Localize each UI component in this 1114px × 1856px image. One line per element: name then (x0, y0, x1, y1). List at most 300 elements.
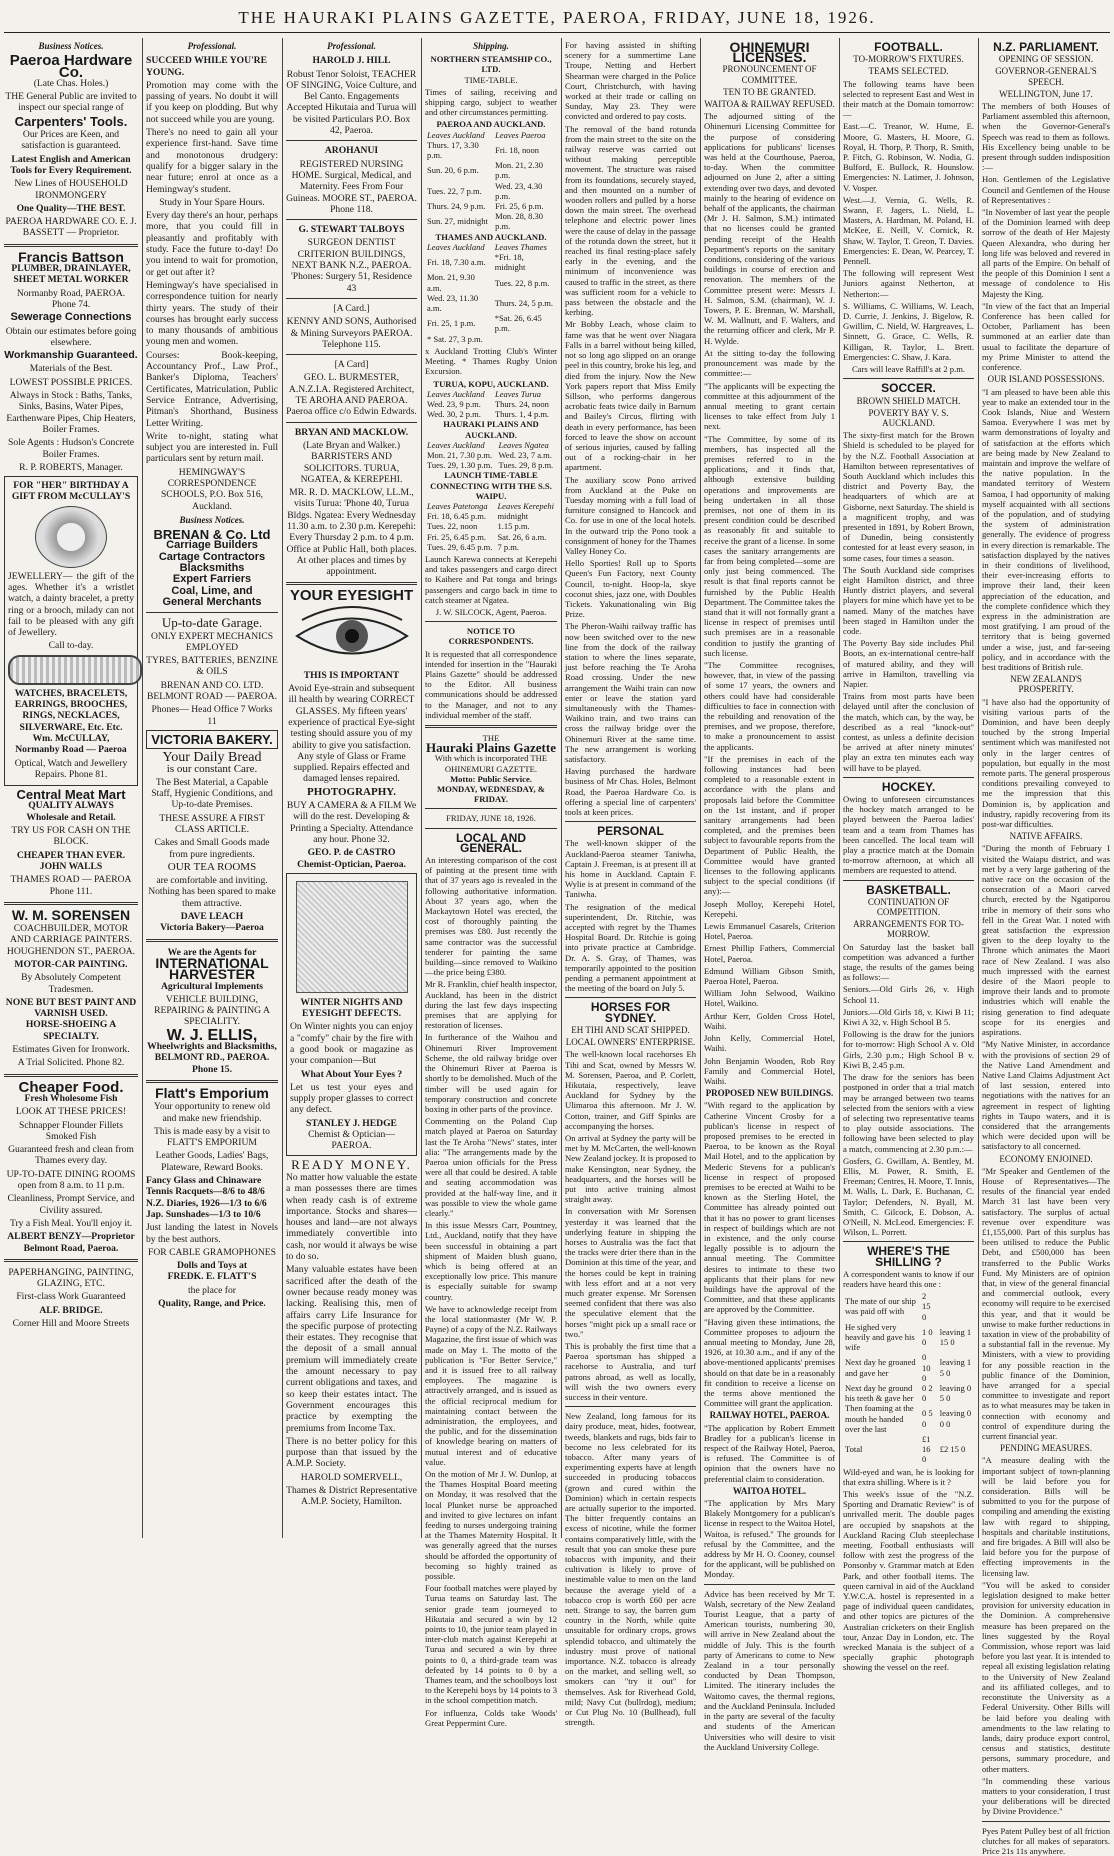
article-paragraph: At the sitting to-day the following pronouncement was made by the committee:— (704, 347, 835, 379)
article-paragraph: Wild-eyed and wan, he is looking for that extra shilling. Where is it ? (843, 1466, 974, 1487)
timetable-cell: 7 p.m. (497, 541, 519, 552)
divider (425, 621, 557, 622)
article-paragraph: Having purchased the hardware business of Mr Chas. Holes, Belmont Road, the Paeroa Hardware Co. is offering a special line of carpenters' tools at keen prices. (565, 766, 696, 818)
ad-text: There's no need to gain all your experience first-hand. Save time and monotonous drudgery: qualify for a bigger salary in the near future; enrol at once as a Hemingway's student. (146, 127, 278, 195)
route-title: PAEROA AND AUCKLAND. (436, 119, 546, 130)
timetable-header-row (425, 130, 557, 140)
timetable-cell: Thurs. 24, noon (494, 398, 549, 409)
divider (425, 725, 557, 728)
ad-text: First-class Work Guaranteed (16, 1291, 126, 1303)
ad-title: YOUR EYESIGHT (289, 587, 414, 605)
timetable-cell: Wed. 23, 9 p.m. (427, 398, 481, 409)
divider (286, 582, 417, 585)
ad-text: General Merchants (162, 595, 262, 608)
timetable-cell: Fri. 18, 6.45 p.m. (427, 511, 487, 522)
card-text: MR. R. D. MACKLOW, LL.M., visits Turua: 'Phone 40, Turua Bldgs. Ngatea: Every Wednesday 11.30 a.m. to 2.30 p.m. Kerepehi: Every Thursday 2 p.m. to 4 p.m. Office at Public Hall, both places. At other places and times by appointment. (286, 487, 417, 578)
puzzle-row (843, 1434, 974, 1465)
card-text: Robust Tenor Soloist, TEACHER OF SINGING, Voice Culture, and Bel Canto. Engagements Accepted Hikutaia and Turua will be visited Particulars P.O. Box 42, Paeroa. (286, 68, 417, 137)
ad-text: Agricultural Implements (160, 980, 264, 992)
article-paragraph: This is probably the first time that a Paeroa sportsman has shipped a racehorse to Australia, and turf patrons abroad, as well as locally, will wish the two owners every success in their venture. (565, 1340, 696, 1402)
nameplate: Hauraki Plains Gazette (426, 740, 556, 756)
divider (843, 1241, 974, 1242)
ad-text: Cakes and Small Goods made from pure ingredients. (154, 837, 270, 860)
puzzle-row (843, 1403, 974, 1434)
article-heading: N.Z. PARLIAMENT. (993, 40, 1099, 54)
ad-title: INTERNATIONAL HARVESTER (155, 954, 269, 983)
article-paragraph: In this issue Messrs Carr, Pountney, Ltd., Auckland, notify that they have been successful in obtaining a part shipment of Maiden blush guano, which is being offered at an exceptionally low price. This manure is especially suitable for swamp country. (425, 1220, 557, 1302)
section-label: Business Notices. (38, 41, 104, 51)
article-heading: HOCKEY. (881, 779, 936, 794)
ad-text: ONLY EXPERT MECHANICS EMPLOYED (150, 630, 274, 653)
ad-text: Normanby Road, PAEROA. Phone 74. (16, 287, 126, 310)
timetable-cell: Mon. 28, 8.30 p.m. (495, 211, 544, 232)
column-rule (700, 38, 701, 1538)
ad-text: THE General Public are invited to inspect our special range of (5, 91, 137, 114)
ad-text: Expert Farriers (172, 573, 252, 586)
card-text: GEO. L. BURMESTER, A.N.Z.I.A. Registered Architect, TE AROHA AND PAEROA. Paeroa office c/o Edwin Edwards. (286, 372, 417, 418)
article-paragraph: On Saturday last the basket ball competition was advanced a further stage, the results of the games being as follows:— (843, 941, 974, 983)
divider (146, 939, 278, 942)
puzzle-cell: He sighed very heavily and gave his wife (845, 1321, 915, 1353)
licensee-entry: Edmund William Gibson Smith, Paeroa Hotel, Paeroa. (704, 965, 835, 987)
shipping-note: Launch Karewa connects at Kerepehi and takes passengers and cargo direct to Kaihere and Pat tonga and brings passengers and cargo back in time to catch steamer at Ngatea. (425, 553, 557, 605)
divider (565, 997, 696, 998)
ad-text: Normanby Road — Paeroa (15, 744, 127, 756)
ad-text: We are the Agents for (167, 946, 257, 958)
article-paragraph: The Pheron-Waihi railway traffic has now been switched over to the new line from the dock of the railway station to where the lines separate, just before reaching the Te Aroha Road crossing. Under the new arrangement the Waihi train can now enter or leave the station yard simultaneously with the Thames-Waikino train, and two trains can cross the railway bridge over the Ohinemuri River at the same time. The new arrangement is working satisfactory. (565, 621, 696, 765)
divider (425, 828, 557, 829)
puzzle-cell: leaving 1 5 0 (939, 1357, 972, 1378)
ad-text: CHEAPER THAN EVER. (16, 849, 126, 861)
notice-title: NOTICE TO CORRESPONDENTS. (448, 626, 534, 647)
article-paragraph: The well-known skipper of the Auckland-Paeroa steamer Taniwha, Captain J. Freeman, is at present ill at his home in Auckland. Captain F. Wylie is at present in command of the Taniwha. (565, 838, 696, 900)
ad-text: Sole Agents : Hudson's Concrete Boiler Frames. (8, 437, 134, 460)
ad-text: COACHBUILDER, MOTOR AND CARRIAGE PAINTERS. HOUGHENDON ST., PAEROA. (6, 923, 136, 957)
puzzle-cell: 1 0 0 (922, 1326, 933, 1348)
ad-text: THAMES ROAD — PAEROA Phone 111. (10, 874, 132, 897)
article-subheading: EH TIHI AND SCAT SHIPPED. (571, 1024, 690, 1035)
card-label: [A Card] (334, 359, 369, 371)
card-text: SURGEON DENTIST CRITERION BUILDINGS, NEXT BANK N.Z., PAEROA. 'Phones: Surgery 51, Residence 43 (291, 237, 412, 294)
timetable-cell: Fri. 25, 6 p.m. (495, 201, 544, 212)
article-subheading: PRONOUNCEMENT OF COMMITTEE. (722, 64, 817, 85)
article-heading: LOCAL AND GENERAL. (456, 830, 526, 855)
ad-text: HEMINGWAY'S CORRESPONDENCE SCHOOLS, P.O. Box 516, Auckland. (160, 466, 264, 512)
ad-text: LOWEST POSSIBLE PRICES. (9, 376, 133, 388)
ad-box (286, 873, 417, 1156)
ad-text: Estimates Given for Ironwork. (12, 1044, 130, 1056)
article-paragraph: On arrival at Sydney the party will be met by M. McCarten, the well-known New Zealand jockey. It is proposed to make Kensington, near Sydney, the headquarters, and the horses will be put into active training almost straight away. (565, 1132, 696, 1205)
timetable-row (425, 211, 557, 231)
ad-text: LOOK AT THESE PRICES! (15, 1106, 127, 1118)
article-subheading: POVERTY BAY V. S. AUCKLAND. (868, 407, 949, 428)
ad-text: Victoria Bakery—Paeroa (160, 922, 264, 934)
column-1 (4, 38, 138, 1538)
timetable (425, 440, 557, 471)
ad-headline: SUCCEED WHILE YOU'RE YOUNG. (146, 55, 268, 78)
timetable-row (425, 532, 557, 542)
timetable-cell: Tues. 29, 8 p.m. (498, 460, 554, 471)
licensee-entry: Lewis Emmanuel Casarels, Criterion Hotel, Paeroa. (704, 921, 835, 942)
ad-text: Every day there's an hour, perhaps more, that you could fill in pleasantly and profitably with study. Face the future to-day! Do you intend to wait for promotion, or get out after it? (146, 210, 278, 278)
ad-headline: Your Daily Bread (162, 750, 262, 766)
ad-text: Chemist & Optician—PAEROA. (308, 1129, 395, 1152)
ad-title: Paeroa Hardware Co. (9, 52, 133, 81)
ad-text: THESE ASSURE A FIRST CLASS ARTICLE. (159, 812, 265, 835)
ad-text: WATCHES, BRACELETS, EARRINGS, BROOCHES, RINGS, NECKLACES, SILVERWARE, Etc. Etc. (14, 687, 128, 733)
ad-text: MOTOR-CAR PAINTING. (14, 959, 128, 970)
divider (843, 378, 974, 379)
ad-text: PAPERHANGING, PAINTING, GLAZING, ETC. (8, 1266, 134, 1290)
shipping-title: NORTHERN STEAMSHIP CO., LTD. (430, 54, 552, 75)
timetable-cell: Mon. 21, 7.30 p.m. (427, 449, 493, 460)
timetable-cell: Thurs. 1, 4 p.m. (494, 409, 550, 420)
divider (565, 1406, 696, 1407)
timetable-header-row (425, 440, 557, 450)
divider (704, 1584, 835, 1585)
puzzle-cell: The mate of our ship was paid off with (845, 1296, 916, 1317)
article-paragraph: "In November of last year the people of the Dominion learned with deep sorrow of the death of Her Majesty Queen Alexandra, who during her long life was beloved and revered in all parts of the Empire. On behalf of the people of this Dominion I sent a message of condolence to His Majesty the King. (982, 207, 1110, 299)
timetable-cell: Sat. 26, 6 a.m. (497, 531, 547, 542)
divider (4, 1074, 138, 1077)
card-text: KENNY AND SONS, Authorised & Mining Surveyors PAEROA. Telephone 115. (286, 316, 417, 350)
column-5 (565, 38, 696, 1728)
timetable-row (425, 521, 557, 531)
column-2 (146, 38, 278, 1538)
divider (286, 422, 417, 423)
column-rule (978, 38, 979, 1538)
licensee-list (704, 899, 835, 1086)
timetable-header-cell: Leaves Auckland (427, 241, 485, 252)
ad-text: Obtain our estimates before going elsewhere. (5, 325, 137, 348)
ad-title: W. J. ELLIS, (166, 1026, 258, 1044)
article-paragraph: The adjourned sitting of the Ohinemuri Licensing Committee for the purpose of considering applications for publicans' licenses was held at the Courthouse, Paeroa, to-day. When the committee adjourned on June 2, after a sitting extending over two days, and devoted mainly to the hearing of evidence on behalf of the applicants, the chairman (Mr J. H. Salmon, S.M.) intimated that no licenses could be granted pending receipt of the Health Department's reports on the sanitary conditions, considering of the various buildings in course of erection and renovation. The members of the Committee present were: Messrs J. H. Salmon, S.M. (chairman), W. J. Towers, P. E. Brennan, W. Marshall, W. M. Wallnutt, and F. Walters, and the returning officer and clerk, Mr P. H. Wylde. (704, 111, 835, 346)
ad-text: FREDK. E. FLATT'S (167, 1271, 257, 1283)
ad-text: is our constant Care. (166, 762, 258, 775)
timetable-cell: Fri. 18, 7.30 a.m. (427, 257, 486, 268)
ad-text: Materials of the Best. (29, 363, 113, 375)
article-paragraph: This week's issue of the "N.Z. Sporting and Dramatic Review" is of unrivalled merit. The double pages are occupied by snapshots at the Auckland Racing Club steeplechase meeting. Football enthusiasts will follow with zest the progress of the Ponsonby v. Grammar match at Eden Park, and other football items. The queen carnival in aid of the Auckland Y.W.C.A. hostel is represented in a page of individual queen candidates, and other topics are pictures of the Australian cricketers on their English tour, Anzac Day in London, etc. The wrecked Manaia is the subject of a specially graphic photograph showing the vessel on the reef. (843, 1489, 974, 1673)
puzzle-cell: leaving 0 5 0 (939, 1382, 972, 1404)
article-heading: FOOTBALL. (874, 40, 943, 54)
article-paragraph: "The applicants will be expecting the committee at this adjournment of the annual meeting to grant certain licenses to take effect from July 1 next. (704, 380, 835, 432)
article-paragraph: East.—C. Treanor, W. Hume, E. Moore, G. Masters, H. Moore, G. Royal, H. Thorp, P. Thorp, R. Smith, P. Fitch, G. Robinson, W. Nodia, G. Bulford, E. Bullock, R. Hounslow. Emergencies: N. Latimer, J. Johnson, V. Vosper. (843, 121, 974, 193)
timetable-cell: Wed. 23, 11.30 a.m. (427, 292, 479, 314)
ad-text: Call to-day. (48, 640, 94, 652)
ad-text: Blacksmiths (179, 562, 245, 575)
ad-text: PAEROA HARDWARE CO. E. J. BASSETT — Proprietor. (5, 216, 137, 239)
column-rule (282, 38, 283, 1538)
licensee-entry: William John Selwood, Waikino Hotel, Waikino. (704, 988, 835, 1009)
wristwatch-illustration (35, 506, 107, 568)
divider (4, 902, 138, 905)
article-paragraph: Following is the draw for the juniors for to-morrow: High School A v. Old Girls, 2.30 p.m.; High School B v. Kiwi B, 2.45 p.m. (843, 1029, 974, 1070)
ad-text: HAROLD SOMERVELL, (300, 1471, 403, 1483)
article-paragraph: Owing to unforeseen circumstances the hockey match arranged to be played between the Paeroa ladies' team and a team from Thames has been cancelled. The local team will play a practice match at the Domain to-morrow afternoon, at which all members are requested to attend. (843, 794, 974, 876)
ad-text: Optical, Watch and Jewellery Repairs. Phone 81. (14, 757, 128, 780)
dateline: WELLINGTON, June 17. (999, 88, 1093, 99)
timetable (425, 389, 557, 420)
ad-text: Fancy Glass and Chinaware (146, 1175, 262, 1187)
timetable-header-row (425, 389, 557, 399)
divider (4, 244, 138, 247)
card-text: (Late Bryan and Walker.) BARRISTERS AND SOLICITORS. TURUA, NGATEA, & KEREPEHI. (300, 439, 403, 485)
timetable-header-row (425, 242, 557, 252)
timetable-header-cell: Leaves Auckland (427, 388, 485, 399)
puzzle-cell: Total (845, 1444, 863, 1455)
section-label: Business Notices. (179, 514, 245, 525)
article-paragraph: A correspondent wants to know if our readers have heard this one : (843, 1268, 974, 1289)
article-paragraph: "If the premises in each of the following instances had been completed to a reasonable extent in accordance with the plans and proposals laid before the Committee on the 1st instant, and if proper sanitary arrangements had been completed, and the premises been subject to favourable reports from the Department of Public Health, the Committee would have granted licenses to the following applicants subject to the special conditions (if any):— (704, 753, 835, 897)
ad-text: Try a Fish Meal. You'll enjoy it. (9, 1217, 133, 1229)
column-8 (982, 38, 1110, 1856)
article-paragraph: Trains from most parts have been delayed until after the conclusion of the match, which can, by the way, be described as a real "knock-out" contest, as unless a definite decision be arrived at after ninety minutes' play an extra ten minutes each way will have to be played. (843, 691, 974, 773)
article-paragraph: Gosfers, G. Gwillam, A. Bentley, M. Ellis, M. Power, R. Smith, E. Freeman; Centres, H. Moore, T. Innis, M. Walls, L. Dark, E. Buchanan, C. Taylor; Defenders, N. Byall, M. Smith, C. Gilcock, E. Dobson, A. O'Neill, N. McLeod. Emergencies: F. Wilson, L. Porrett. (843, 1155, 974, 1238)
article-paragraph: On the motion of Mr J. W. Dunlop, at the Thames Hospital Board meeting on Monday, it was resolved that the local Plunket nurse be approached and invited to give lectures on infant feeding to nurses undergoing training at the Thames Maternity Hospital. It was generally agreed that the nurses should be afforded the opportunity of becoming so highly trained as possible. (425, 1469, 557, 1582)
article-paragraph: The draw for the seniors has been postponed in order that a trial match may be arranged between two teams selected from the seniors with a view of selecting two representative teams to play outside associations. The following have been selected to play a match, commencing at 2.30 p.m.:— (843, 1072, 974, 1154)
article-paragraph: For having assisted in shifting scenery for a summertime Lane Troupe, Netting and Herbert Shearman were charged in the Police Court, Christchurch, with having worked at their trade or calling on Sunday, May 23. They were convicted and ordered to pay costs. (565, 40, 696, 122)
ad-text: ALBERT BENZY—Proprietor Belmont Road, Paeroa. (7, 1231, 135, 1254)
section-label: Professional. (327, 41, 376, 51)
ad-text: Latest English and American Tools for Every Requirement. (10, 153, 132, 176)
ad-text: HORSE-SHOEING A SPECIALTY. (25, 1019, 117, 1042)
timetable-cell: Tues. 22, 8 p.m. (494, 277, 550, 288)
timetable-cell: Tues. 22, noon (427, 521, 478, 532)
ad-text: Coal, Lime, and (171, 584, 253, 597)
timetable-cell: Thurs. 17, 3.30 p.m. (427, 139, 479, 161)
article-paragraph: The well-known local racehorses Eh Tihi and Scat, owned by Messrs W. M. Sorensen, Paeroa, and P. Corlett, Hikutaia, respectively, leave Auckland for Sydney by the Ulimaroa this afternoon. Mr J. W. Cotton, trainer, and Giff Spinks are accompanying the horses. (565, 1049, 696, 1131)
puzzle-cell: £2 15 0 (939, 1444, 966, 1455)
timetable-row (425, 160, 557, 180)
article-subheading: WAITOA HOTEL. (732, 1485, 807, 1496)
article-paragraph: "Having given these intimations, the Committee proposes to adjourn the annual meeting to Monday, June 28, 1926, at 10.30 a.m., and if any of the above-mentioned applicants' premises should on that date be in a reasonably fit condition to receive a license on the terms above mentioned the Committee will grant the application. (704, 1316, 835, 1409)
article-subheading: NEW ZEALAND'S PROSPERITY. (1010, 674, 1082, 695)
timetable-cell: Wed. 23, 4.30 p.m. (495, 180, 543, 201)
timetable-cell: Thurs. 24, 5 p.m. (494, 297, 554, 308)
column-4 (425, 38, 557, 1728)
ad-text: Quality, Range, and Price. (158, 1297, 266, 1309)
section-label: Shipping. (473, 41, 509, 51)
ad-headline: Carpenters' Tools. (14, 113, 128, 129)
ad-text: Schnapper Flounder Fillets Smoked Fish (19, 1119, 123, 1142)
ad-text: R. P. ROBERTS, Manager. (19, 461, 123, 473)
ad-text: No matter how valuable the estate a man possesses there are times when ready cash is of extreme importance. Stocks and shares—houses and land—are not always immediately convertible into cash, nor would it always be wise to do so. (286, 1171, 417, 1263)
article-subheading: TO-MORROW'S FIXTURES. (853, 54, 964, 65)
article-paragraph: "Mr Speaker and Gentlemen of the House of Representatives—The results of the financial year ended March 31 last have been very satisfactory. The surplus of actual revenue over expenditure was £1,155,000. Part of this surplus has been utilised to reduce the Public Debt, and £500,000 has been transferred to the Public Works Fund. My Ministers are of opinion that, in view of the general financial and commercial outlook, every economy will require to be exercised this year, and that it would be unwise to make further reductions in taxation in view of the probability of a substantial fall in the revenue. My Ministers, with a view to providing for any possible reaction in the public finance of the Dominion, have arranged for a special committee to investigate and report as to what measures may be taken in connection with economy and control of expenditure during the current financial year. (982, 1165, 1110, 1442)
ad-text: Dolls and Toys at (176, 1260, 248, 1272)
article-paragraph: An interesting comparison of the cost of painting at the present time with that of 37 years ago is revealed in the following authoritative information. About 37 years ago, when the Mackaytown Hotel was erected, the cost of thoroughly painting the premises was £80. Just recently the same contractor was the successful tenderer for painting the same building—since removed to Waikino—the price being £380. (425, 855, 557, 978)
article-subheading: WAITOA & RAILWAY REFUSED. (704, 99, 835, 110)
ad-text: What About Your Eyes ? (300, 1068, 403, 1080)
timetable-row (425, 511, 557, 521)
timetable-cell: Tues. 29, 1.30 p.m. (427, 460, 493, 471)
article-heading: WHERE'S THE SHILLING ? (867, 1244, 950, 1269)
ad-text: Hemingway's have specialised in correspondence tuition for nearly thirty years. The study of their courses has brought early success to many thousands of ambitious young men and women. (146, 279, 278, 348)
notice-text: It is requested that all correspondence intended for insertion in the "Hauraki Plains Gazette" should be addressed to the Editor. All business communications should be addressed to the Manager, and not to any individual member of the staff. (425, 648, 557, 720)
article-paragraph: Four football matches were played by Turua teams on Saturday last. The senior grade team journeyed to Hikutaia and secured a win by 12 points to 10, the junior team played in inter-club match against Kerepehi at Turua and secured a win by three points to 0, a third-grade team was defeated by 14 points to 0 by a Thames team, and the schoolboys lost to the Kerepehi boys by 14 points to 3 in the school competition match. (425, 1583, 557, 1706)
timetable (425, 501, 557, 552)
article-paragraph: "The application by Robert Emmett Bradley for a publican's license in respect of the Railway Hotel, Paeroa, is refused. The Committee is of opinion that the owners have no preferential claim to consideration. (704, 1422, 835, 1484)
article-heading: SOCCER. (881, 381, 936, 396)
column-rule (839, 38, 840, 1538)
timetable-header-cell: Leaves Patetonga (427, 500, 488, 511)
divider (146, 612, 278, 613)
article-paragraph: "The Committee, by some of its members, has inspected all the premises referred to in the applications, and it finds that, although extensive building operations and improvements are being undertaken in all those premises, not one of them in its present condition could be described as reasonably fit and suitable to receive the grant of a license. In some cases the sanitary arrangements are far from being completed—some are only just being commenced. The result is that final reports cannot be furnished by the Public Health Department. The Committee takes the stand that it will not formally grant a license in respect of premises until such premises are in a reasonable condition to justify the granting of such license. (704, 433, 835, 658)
timetable-row (425, 542, 557, 552)
licensee-entry: Arthur Kerr, Golden Cross Hotel, Waihi. (704, 1010, 835, 1031)
ad-text: JOHN WALLS (39, 860, 103, 872)
article-paragraph: Hon. Gentlemen of the Legislative Council and Gentlemen of the House of Representatives : (982, 174, 1110, 205)
article-heading: OHINEMURI LICENSES. (729, 39, 810, 66)
puzzle-row (843, 1322, 974, 1353)
ad-title: READY MONEY. (291, 1156, 412, 1172)
puzzle-cell: Next day he groaned and gave her (845, 1357, 916, 1378)
ad-text: By Absolutely Competent Tradesmen. (21, 972, 121, 995)
card-name: BRYAN AND MACKLOW. (294, 426, 409, 438)
shipping-agent: J. W. SILCOCK, Agent, Paeroa. (435, 606, 547, 617)
divider (982, 1821, 1110, 1822)
ad-title: Central Meat Mart (16, 787, 126, 803)
ad-text: New Lines of HOUSEHOLD IRONMONGERY (14, 178, 128, 201)
ad-text: Fresh Wholesome Fish (24, 1092, 118, 1104)
ad-text: NONE BUT BEST PAINT AND VARNISH USED. (5, 996, 137, 1020)
timetable-cell: Mon. 21, 2.30 p.m. (495, 160, 544, 181)
ad-text: On Winter nights you can enjoy a "comfy" chair by the fire with a good book or magazine as your companion—But (290, 1021, 413, 1067)
ad-text: BELMONT RD., PAEROA. Phone 15. (154, 1052, 270, 1075)
article-paragraph: "I am pleased to have been able this year to make an extended tour in the Cook Islands, Niue and Western Samoa. Everywhere I was met by warm demonstrations of loyalty and of satisfaction at the efforts which are being made by New Zealand to maintain and improve the welfare of the native population. In the mandated territory of Western Samoa, I had opportunity of making myself acquainted with all sections of the population, and of studying the system of administration generally. The evidence of progress in every direction is remarkable. The satisfaction displayed by the natives in their conditions of livelihood, their ever-increasing efforts to improve their land, their keen appreciation of the education, and the complete confidence which they express in the administration are most gratifying. I am proud of the territory that is being governed under a wise, just, and far-seeing policy, and in accordance with the best traditions of British rule. (982, 386, 1110, 672)
ad-text: There is no better policy for this purpose than that issued by the A.M.P. Society. (286, 1435, 417, 1470)
column-6 (704, 38, 835, 1752)
article-paragraph: The removal of the band rotunda from the main street to the site on the railway reserve was carried out without making perceptible movement. The structure was raised from its foundations, securely stayed, and then mounted on a number of wooden rollers and pulled by a horse down the main street. The overhead telephone and electric power lines were the cause of delay in the passage of the rotunda down the street, but it reached its final resting-place safely early in the evening, and the minimum of inconvenience was caused to traffic in the street, as there was sufficient room for a vehicle to pass between the obstacle and the kerbing. (565, 123, 696, 318)
timetable-cell: Sun. 20, 6 p.m. (427, 165, 479, 176)
timetable-row (425, 313, 557, 333)
ad-box (146, 730, 278, 749)
timetable-row (425, 399, 557, 409)
article-paragraph: "You will be asked to consider legislation designed to make better provision for university education in the Dominion. A comprehensive measure has been prepared on the lines suggested by the Royal Commission, whose report was laid before you last year. It is intended to repeal all existing legislation relating to the University of New Zealand and its affiliated colleges, and to reconstitute the University as a Federal University. Other Bills will be laid before you dealing with amendments to the law relating to lands, dairy produce export control, census and statistics, destitute persons, summary procedure, and other matters. (982, 1579, 1110, 1774)
ad-text: A Trial Solicited. Phone 82. (17, 1057, 125, 1069)
licensee-entry: John Benjamin Wooden, Rob Roy Family and Commercial Hotel, Waihi. (704, 1055, 835, 1086)
article-paragraph: Mr Bobby Leach, whose claim to fame was that he went over Niagara Falls in a barrel without being killed, not so long ago slipped on an orange peel in this country, broke his leg, and died from the injury. Now the New York papers report that Miss Emily Sillson, who performs dangerous acrobatic feats twice daily in Barnum and Bailey's Circus, flirting with death in every performance, has been forced to leave the show on account of serious injuries, caused by falling out of a rocking-chair in her apartment. (565, 319, 696, 473)
nameplate-line: Motto: Public Service. (450, 773, 532, 784)
timetable-row (425, 450, 557, 460)
ad-text: BRENAN AND CO. LTD. BELMONT ROAD — PAEROA. (146, 679, 278, 703)
timetable-cell: *Fri. 18, midnight (494, 252, 526, 273)
timetable-cell: *Sat. 26, 6.45 p.m. (494, 313, 542, 334)
column-rule (421, 38, 422, 1538)
licensee-entry: Joseph Molloy, Kerepehi Hotel, Kerepehi. (704, 898, 835, 919)
timetable-cell: * Sat. 27, 3 p.m. (427, 333, 483, 344)
ad-text: Always in Stock : Baths, Tanks, Sinks, Basins, Water Pipes, Earthenware Pipes, Chip Heaters, Boiler Frames. (6, 390, 136, 435)
article-subheading: TEAMS SELECTED. (868, 66, 949, 77)
article-paragraph: New Zealand, long famous for its dairy produce, meat, hides, footwear, tweeds, blankets and rugs, bids fair to become no less celebrated for its tobacco. After many years of experimenting experts have at length succeeded in producing tobaccos (grown and cured within the Dominion) which in certain respects are actually superior to the imported. The bitter frequently contains an excess of nicotine, while the former contains comparatively little, with the result that you can smoke these pure tobaccos with impunity, and their cultivation is likely to prove of inestimable value to men on the land because the average yield of a tobacco crop is worth £60 per acre nett. Strange to say, the barren gum country in the North, while quite unsuitable for ordinary crops, grows splendid tobacco, and ultimately the industry must prove of national importance. N.Z. tobacco is already on the market, and selling well, so smokers can "try it out" for themselves. Ask for Riverhead Gold, mild; Navy Cut (bullrdog), medium; or Cut Plug No. 10 (Bullhead), full strength. (565, 1411, 696, 1728)
timetable-cell: Sun. 27, midnight (427, 216, 488, 227)
ad-text: Avoid Eye-strain and subsequent ill health by wearing CORRECT GLASSES. My fifteen years' experience of practical Eye-sight testing should assure you of my ability to give you satisfaction. Any style of Glass or Frame supplied. Repairs effected and damaged lenses repaired. (288, 683, 415, 785)
puzzle-cell: 2 15 0 (922, 1291, 931, 1322)
route-title: TURUA, KOPU, AUCKLAND. (433, 378, 549, 389)
nameplate-the: THE (482, 733, 500, 743)
article-paragraph: West.—J. Vernia, G. Wells, R. Swann, F. Jagers, L. Nield, L. Masters, A. Hardman, M. Poland, H. McKee, E. Neill, V. Cornick, R. Shaw, W. Taylor, T. Greon, T. Davies. Emergencies: E. Dean, W. Pearcey, T. Pennell. (843, 194, 974, 267)
timetable-row (425, 201, 557, 211)
ad-text: Cartage Contractors (158, 550, 266, 563)
puzzle-row (843, 1352, 974, 1383)
ad-title: BRENAN & Co. Ltd (153, 527, 271, 543)
puzzle-row (843, 1291, 974, 1322)
ad-text: PLUMBER, DRAINLAYER, SHEET METAL WORKER (11, 263, 131, 286)
article-paragraph: The members of both Houses of Parliament assembled this afternoon, when the Governor-General's Speech was read to them as follows. His Excellency being unable to be present through sudden indisposition :— (982, 101, 1110, 173)
ad-text: Corner Hill and Moore Streets (12, 1318, 130, 1330)
timetable-cell: Thurs. 24, 9 p.m. (427, 201, 486, 212)
ad-box (4, 476, 138, 786)
timetable-cell: Mon. 21, 9.30 a.m. (427, 272, 475, 293)
puzzle-cell: £1 16 0 (922, 1434, 931, 1465)
ad-text: The Best Material, a Capable Staff, Hygienic Conditions, and Up-to-date Premises. (151, 776, 273, 811)
ad-subhead: Study in Your Spare Hours. (159, 196, 265, 208)
ad-text: Jap. Sunshades—1/3 to 10/6 (146, 1208, 261, 1220)
divider (286, 219, 417, 220)
article-subheading: PENDING MEASURES. (999, 1443, 1092, 1454)
card-label: [A Card.] (333, 302, 370, 314)
article-paragraph: In furtherance of the Waihou and Ohinemuri River Improvement Scheme, the old railway bridge over the Ohinemuri River at Paeroa is shortly to be demolished. Much of the timber will be used again for temporary construction and concrete boxing in other parts of the province. (425, 1032, 557, 1114)
shipping-subtitle: TIME-TABLE. (464, 74, 518, 85)
ad-text: JEWELLERY— the gift of the ages. Whether it's a wristlet watch, a dainty bracelet, a pretty ring or a brooch, milady can not fail to be pleased with any gift of Jewellery. (8, 570, 134, 639)
ad-text: Thames & District Representative A.M.P. Society, Hamilton. (286, 1484, 417, 1508)
ad-text: One Quality—THE BEST. (16, 202, 126, 214)
ad-text: Courses: Book-keeping, Accountancy Prof., Law Prof., Banker's Diploma, Teachers' Certificates, Matriculation, Public Service Entrance, Advertising, Pitman's Shorthand, Business Letter Writing. (146, 349, 278, 429)
divider (843, 777, 974, 778)
article-paragraph: The South Auckland side comprises eight Hamilton district, and three Huntly district players, and several players for mine which have yet to be named. Many of the matches have been staged in Hamilton under the code. (843, 564, 974, 636)
eye-illustration (292, 606, 412, 666)
issue-date: FRIDAY, JUNE 18, 1926. (446, 813, 536, 824)
article-paragraph: "With regard to the application by Catherine Vincent Crosby for a publican's license in respect of proposed premises to be erected in Paeroa, to be known as the Royal Mail Hotel, and to the application by Mederic Stevens for a publican's license in respect of proposed premises to be erected at Waihi to be known as the Sterling Hotel, the Committee has already pointed out that it has no power to grant licenses in respect of buildings which are not in existence, and the only course legally possible is to adjourn the annual meeting. The Committee desires to intimate to these two applicants that their plans for new buildings have the approval of the Committee, and that these applicants are approved by the Committee. (704, 1100, 835, 1315)
timetable-row (425, 252, 557, 272)
ad-text: Carriage Builders (166, 539, 258, 552)
timetable-row (425, 460, 557, 470)
ad-text: Wm. McCULLAY, (32, 732, 110, 744)
article-subheading: LOCAL OWNERS' ENTERPRISE. (565, 1037, 696, 1048)
ad-title: Cheaper Food. (18, 1078, 124, 1096)
timetable-header-cell: Leaves Auckland (427, 439, 485, 450)
divider (425, 808, 557, 809)
nameplate-line: MONDAY, WEDNESDAY, & FRIDAY. (437, 784, 545, 805)
article-paragraph: For influenza, Colds take Woods' Great Peppermint Cure. (425, 1707, 557, 1728)
shilling-puzzle-table (843, 1291, 974, 1464)
card-name: HAROLD J. HILL (312, 55, 391, 67)
timetable-row (425, 409, 557, 419)
card-name: G. STEWART TALBOYS (298, 224, 405, 236)
ad-text: ALF. BRIDGE. (39, 1304, 103, 1316)
timetable-cell: Fri. 25, 6.45 p.m. (427, 531, 487, 542)
divider (843, 880, 974, 881)
timetable-cell: Tues. 29, 6.45 p.m. (427, 541, 493, 552)
article-subheading: OUR ISLAND POSSESSIONS. (987, 374, 1105, 385)
article-paragraph: "A measure dealing with the important subject of town-planning will be laid before you for consideration. Bills will be submitted to you for the purpose of compiling and amending the existing law with regard to shipping, hospitals and charitable institutions, and fire brigades. A Bill will also be laid before you for the purpose of effecting improvements in the licensing law. (982, 1455, 1110, 1578)
ad-text: the place for (188, 1284, 236, 1296)
timetable-cell: Fri. 18, noon (495, 144, 540, 155)
puzzle-cell: 0 5 0 (922, 1408, 933, 1429)
ad-text: Let us test your eyes and supply proper glasses to correct any defect. (290, 1081, 413, 1116)
timetable-cell: Fri. 25, 1 p.m. (427, 318, 476, 329)
timetable-cell: midnight (497, 511, 529, 522)
ad-text: TYRES, BATTERIES, BENZINE & OILS (146, 655, 278, 678)
article-subheading: PROPOSED NEW BUILDINGS. (705, 1088, 834, 1099)
article-subheading: BROWN SHIELD MATCH. (856, 395, 961, 406)
ad-text: Chemist-Optician, Paeroa. (297, 858, 406, 870)
masthead-rule (4, 32, 1110, 33)
ad-headline: Sewerage Connections (10, 311, 132, 324)
ad-text: Your opportunity to renew old and make new friendship. (153, 1101, 271, 1124)
puzzle-cell: leaving 1 15 0 (939, 1326, 972, 1348)
article-subheading: ECONOMY ENJOINED. (999, 1153, 1093, 1164)
